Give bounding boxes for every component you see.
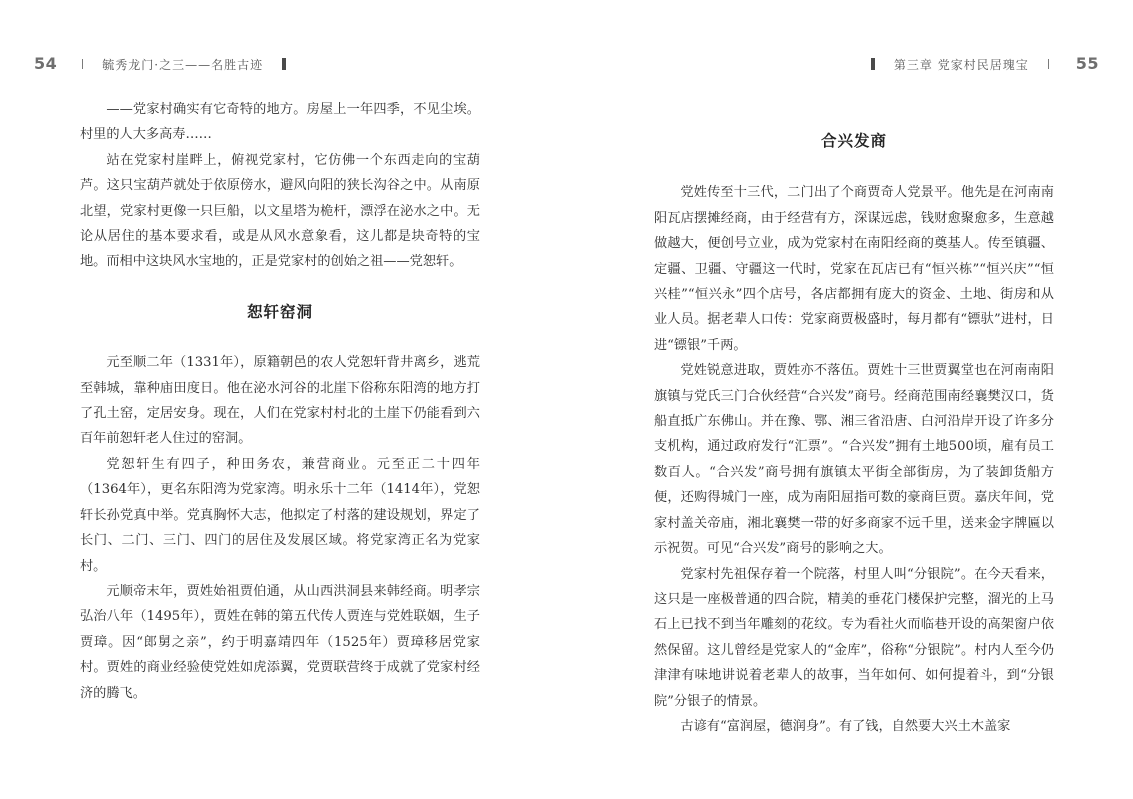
running-header-text: 第三章 党家村民居瑰宝 [893,58,1029,72]
page-number: 55 [1075,54,1099,73]
paragraph: 元至顺二年（1331年），原籍朝邑的农人党恕轩背井离乡，逃荒至韩城，靠种庙田度日。他在泌水河谷的北崖下俗称东阳湾的地方打了孔土窑，定居安身。现在，人们在党家村村北的土崖下仍能看到六百年前恕轩老人住过的窑洞。 [80,355,480,447]
left-body [80,97,480,706]
running-header [82,56,286,73]
paragraph: 站在党家村崖畔上，俯视党家村，它仿佛一个东西走向的宝葫芦。这只宝葫芦就处于依原傍水，避风向阳的狭长沟谷之中。从南原北望，党家村更像一只巨船，以文星塔为桅杆，漂浮在泌水之中。无论从居住的基本要求看，或是从风水意象看，这儿都是块奇特的宝地。而相中这块风水宝地的，正是党家村的创始之祖——党恕轩。 [80,152,480,270]
section-heading: 合兴发商 [820,131,887,150]
paragraph: 党恕轩生有四子，种田务农，兼营商业。元至正二十四年（1364年），更名东阳湾为党家湾。明永乐十二年（1414年），党恕轩长孙党真中举。党真胸怀大志，他拟定了村落的建设规划，界定了长门、二门、三门、四门的居住及发展区域。将党家湾正名为党家村。 [80,456,480,574]
paragraph: 古谚有“富润屋，德润身”。有了钱，自然要大兴土木盖家 [680,718,1011,734]
paragraph: 党姓传至十三代，二门出了个商贾奇人党景平。他先是在河南南阳瓦店摆摊经商，由于经营有方，深谋远虑，钱财愈聚愈多，生意越做越大，便创号立业，成为党家村在南阳经商的奠基人。传至镇疆、定疆、卫疆、守疆这一代时，党家在瓦店已有“恒兴栋”“恒兴庆”“恒兴桂”“恒兴永”四个店号，各店都拥有庞大的资金、土地、街房和从业人员。据老辈人口传：党家商贾极盛时，每月都有“镖驮”进村，日进“镖银”千两。 [654,185,1054,353]
running-header [871,56,1049,73]
section-heading: 恕轩窑洞 [246,301,313,321]
right-body [654,128,1054,739]
paragraph: 党家村先祖保存着一个院落，村里人叫“分银院”。在今天看来，这只是一座极普通的四合院，精美的垂花门楼保护完整，溜光的上马石上已找不到当年雕刻的花纹。专为看社火而临巷开设的高架窗户依然保留。这儿曾经是党家人的“金库”，俗称“分银院”。村内人至今仍津津有味地讲说着老辈人的故事，当年如何、如何提着斗，到“分银院”分银子的情景。 [654,566,1054,709]
header-bar [871,58,875,70]
header-bar [282,58,286,70]
page-number: 54 [34,54,58,73]
right-page [566,0,1133,799]
paragraph: 党姓锐意进取，贾姓亦不落伍。贾姓十三世贾翼堂也在河南南阳旗镇与党氏三门合伙经营“合兴发”商号。经商范围南经襄樊汉口，货船直抵广东佛山。并在豫、鄂、湘三省沿唐、白河沿岸开设了许多分支机构，通过政府发行“汇票”。“合兴发”拥有土地500顷，雇有员工数百人。“合兴发”商号拥有旗镇太平街全部街房，为了装卸货船方便，还购得城门一座，成为南阳屈指可数的豪商巨贾。嘉庆年间，党家村盖关帝庙，湘北襄樊一带的好多商家不远千里，送来金字牌匾以示祝贺。可见“合兴发”商号的影响之大。 [654,363,1054,557]
divider [1048,59,1049,69]
running-header-text: 毓秀龙门·之三——名胜古迹 [102,58,264,72]
paragraph: ——党家村确实有它奇特的地方。房屋上一年四季，不见尘埃。村里的人大多高寿…… [80,102,480,143]
left-page [0,0,566,799]
paragraph: 元顺帝末年，贾姓始祖贾伯通，从山西洪洞县来韩经商。明孝宗弘治八年（1495年），贾姓在韩的第五代传人贾连与党姓联姻，生子贾璋。因“郎舅之亲”，约于明嘉靖四年（1525年）贾璋移居党家村。贾姓的商业经验使党姓如虎添翼，党贾联营终于成就了党家村经济的腾飞。 [80,583,480,701]
divider [82,59,83,69]
